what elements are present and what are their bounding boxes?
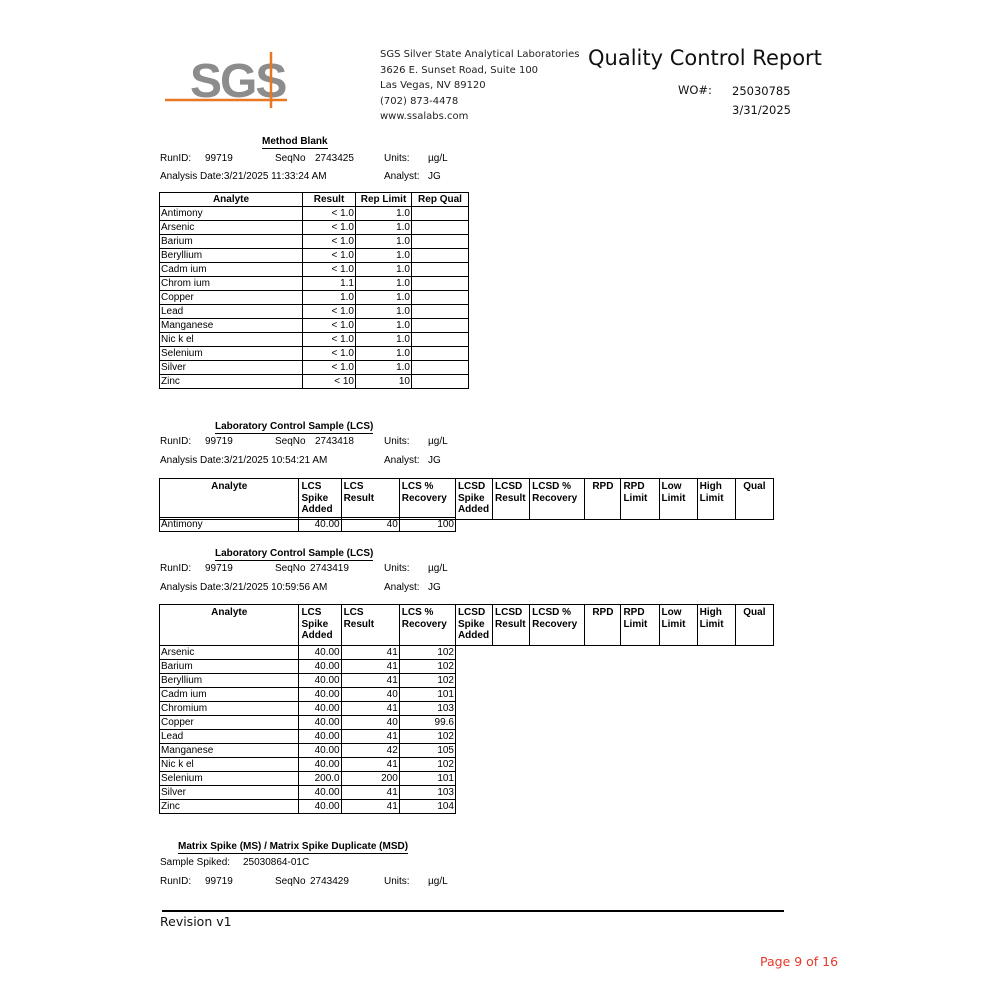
recovery-cell: 101 — [399, 772, 455, 786]
lcs1-header-table — [159, 478, 774, 520]
lcs1-header-qual: Qual — [735, 479, 773, 520]
analyte-cell: Copper — [160, 291, 303, 305]
lcs-result-cell: 41 — [341, 800, 399, 814]
lcs1-header-lcsd-recovery: LCSD % Recovery — [530, 479, 585, 520]
lcs2-analyst-label: Analyst: — [384, 582, 420, 593]
recovery-cell: 103 — [399, 786, 455, 800]
lcs-result-cell: 41 — [341, 646, 399, 660]
analyte-cell: Cadm ium — [160, 263, 303, 277]
spike-added-cell: 40.00 — [299, 744, 341, 758]
ms-sample: 25030864-01C — [243, 857, 310, 868]
lcs2-units: µg/L — [428, 563, 448, 574]
rep-qual-cell — [412, 235, 469, 249]
analyte-cell: Zinc — [160, 800, 299, 814]
rep-qual-cell — [412, 333, 469, 347]
lcs2-header-low-limit: Low Limit — [659, 605, 697, 646]
sgs-logo-text: SGS — [190, 55, 286, 108]
lcs2-header-lcsd-result: LCSD Result — [493, 605, 530, 646]
ms-title: Matrix Spike (MS) / Matrix Spike Duplicate (MSD) — [178, 841, 409, 852]
lcs-result-cell: 42 — [341, 744, 399, 758]
table-row — [160, 688, 456, 702]
lcs2-header-lcs-spike-added: LCS Spike Added — [299, 605, 341, 646]
spike-added-cell: 40.00 — [299, 702, 341, 716]
lcs2-runid-label: RunID: — [160, 563, 192, 574]
lcs2-header-qual: Qual — [735, 605, 773, 646]
table-row — [160, 249, 469, 263]
mb-analyst: JG — [428, 171, 441, 182]
revision-label: Revision v1 — [160, 914, 232, 929]
table-row — [160, 361, 469, 375]
lcs-result-cell: 40 — [341, 518, 399, 532]
analyte-cell: Selenium — [160, 347, 303, 361]
spike-added-cell: 40.00 — [299, 786, 341, 800]
lcs1-seqno: 2743418 — [315, 436, 354, 447]
spike-added-cell: 40.00 — [299, 674, 341, 688]
recovery-cell: 102 — [399, 758, 455, 772]
analyte-cell: Arsenic — [160, 221, 303, 235]
recovery-cell: 102 — [399, 674, 455, 688]
ms-runid: 99719 — [205, 876, 233, 887]
mb-units-label: Units: — [384, 153, 410, 164]
lcs2-header-lcsd-recovery: LCSD % Recovery — [530, 605, 585, 646]
result-cell: < 1.0 — [303, 207, 356, 221]
rep-limit-cell: 1.0 — [356, 291, 412, 305]
rep-qual-cell — [412, 305, 469, 319]
table-row — [160, 347, 469, 361]
lcs1-header-low-limit: Low Limit — [659, 479, 697, 520]
table-row — [160, 716, 456, 730]
analyte-cell: Barium — [160, 660, 299, 674]
spike-added-cell: 40.00 — [299, 518, 341, 532]
rep-limit-cell: 1.0 — [356, 361, 412, 375]
lcs1-header-rpd-limit: RPD Limit — [621, 479, 659, 520]
rep-qual-cell — [412, 249, 469, 263]
lcs1-header-analyte: Analyte — [160, 479, 299, 520]
lcs2-analysis-date: Analysis Date:3/21/2025 10:59:56 AM — [160, 582, 328, 593]
recovery-cell: 102 — [399, 730, 455, 744]
analyte-cell: Chrom ium — [160, 277, 303, 291]
lcs1-header-lcs-recovery: LCS % Recovery — [399, 479, 455, 520]
footer-divider — [162, 910, 784, 912]
recovery-cell: 99.6 — [399, 716, 455, 730]
rep-limit-cell: 1.0 — [356, 235, 412, 249]
lcs2-header-analyte: Analyte — [160, 605, 299, 646]
table-row — [160, 646, 456, 660]
table-row — [160, 207, 469, 221]
rep-limit-cell: 1.0 — [356, 333, 412, 347]
table-row — [160, 518, 456, 532]
table-row — [160, 660, 456, 674]
lcs2-runid: 99719 — [205, 563, 233, 574]
result-cell: < 1.0 — [303, 221, 356, 235]
result-cell: < 1.0 — [303, 263, 356, 277]
lcs1-units-label: Units: — [384, 436, 410, 447]
result-cell: < 10 — [303, 375, 356, 389]
table-row — [160, 277, 469, 291]
lcs-result-cell: 41 — [341, 702, 399, 716]
mb-runid-label: RunID: — [160, 153, 192, 164]
lab-website[interactable]: www.ssalabs.com — [380, 111, 469, 122]
rep-qual-cell — [412, 207, 469, 221]
lcs1-header-row — [160, 479, 774, 520]
mb-runid: 99719 — [205, 153, 233, 164]
rep-limit-cell: 1.0 — [356, 221, 412, 235]
lcs2-seqno: 2743419 — [310, 563, 349, 574]
ms-units: µg/L — [428, 876, 448, 887]
ms-units-label: Units: — [384, 876, 410, 887]
rep-qual-cell — [412, 221, 469, 235]
lcs2-analyst: JG — [428, 582, 441, 593]
wo-number: 25030785 — [732, 84, 791, 98]
spike-added-cell: 40.00 — [299, 646, 341, 660]
analyte-cell: Silver — [160, 361, 303, 375]
analyte-cell: Nic k el — [160, 333, 303, 347]
recovery-cell: 103 — [399, 702, 455, 716]
lcs2-header-high-limit: High Limit — [697, 605, 735, 646]
ms-sample-label: Sample Spiked: — [160, 857, 231, 868]
analyte-cell: Beryllium — [160, 674, 299, 688]
table-row — [160, 674, 456, 688]
spike-added-cell: 200.0 — [299, 772, 341, 786]
rep-qual-cell — [412, 263, 469, 277]
lcs1-header-rpd: RPD — [585, 479, 621, 520]
ms-runid-label: RunID: — [160, 876, 192, 887]
method-blank-table — [159, 192, 469, 389]
lcs2-header-lcs-result: LCS Result — [341, 605, 399, 646]
lcs1-analyst-label: Analyst: — [384, 455, 420, 466]
lcs-result-cell: 41 — [341, 758, 399, 772]
analyte-cell: Lead — [160, 730, 299, 744]
analyte-cell: Zinc — [160, 375, 303, 389]
lcs1-analysis-date: Analysis Date:3/21/2025 10:54:21 AM — [160, 455, 328, 466]
lcs2-header-table — [159, 604, 774, 646]
lcs1-seqno-label: SeqNo — [275, 436, 306, 447]
analyte-cell: Selenium — [160, 772, 299, 786]
analyte-cell: Antimony — [160, 207, 303, 221]
result-cell: < 1.0 — [303, 333, 356, 347]
recovery-cell: 102 — [399, 646, 455, 660]
result-cell: < 1.0 — [303, 305, 356, 319]
table-row — [160, 800, 456, 814]
lcs-result-cell: 41 — [341, 730, 399, 744]
recovery-cell: 105 — [399, 744, 455, 758]
lcs2-units-label: Units: — [384, 563, 410, 574]
spike-added-cell: 40.00 — [299, 688, 341, 702]
recovery-cell: 101 — [399, 688, 455, 702]
table-row — [160, 235, 469, 249]
report-title: Quality Control Report — [588, 46, 822, 70]
table-row — [160, 744, 456, 758]
rep-qual-cell — [412, 291, 469, 305]
analyte-cell: Manganese — [160, 744, 299, 758]
mb-analyst-label: Analyst: — [384, 171, 420, 182]
lcs1-runid: 99719 — [205, 436, 233, 447]
rep-limit-cell: 1.0 — [356, 319, 412, 333]
lcs1-data-table — [159, 517, 456, 532]
lcs1-header-lcsd-spike-added: LCSD Spike Added — [455, 479, 492, 520]
table-row — [160, 263, 469, 277]
lcs-result-cell: 40 — [341, 688, 399, 702]
lcs-result-cell: 200 — [341, 772, 399, 786]
result-cell: < 1.0 — [303, 249, 356, 263]
lcs-result-cell: 41 — [341, 786, 399, 800]
table-row — [160, 221, 469, 235]
result-cell: < 1.0 — [303, 361, 356, 375]
lcs-result-cell: 41 — [341, 674, 399, 688]
result-cell: 1.0 — [303, 291, 356, 305]
analyte-cell: Manganese — [160, 319, 303, 333]
lcs2-header-row — [160, 605, 774, 646]
lcs2-header-rpd-limit: RPD Limit — [621, 605, 659, 646]
rep-limit-cell: 10 — [356, 375, 412, 389]
table-row — [160, 772, 456, 786]
rep-qual-cell — [412, 319, 469, 333]
recovery-cell: 104 — [399, 800, 455, 814]
table-row — [160, 319, 469, 333]
rep-limit-cell: 1.0 — [356, 249, 412, 263]
spike-added-cell: 40.00 — [299, 716, 341, 730]
mb-header-result: Result — [303, 193, 356, 207]
table-row — [160, 333, 469, 347]
recovery-cell: 100 — [399, 518, 455, 532]
rep-qual-cell — [412, 277, 469, 291]
lab-name: SGS Silver State Analytical Laboratories — [380, 49, 580, 60]
lcs1-header-high-limit: High Limit — [697, 479, 735, 520]
mb-seqno: 2743425 — [315, 153, 354, 164]
table-row — [160, 291, 469, 305]
sgs-logo — [165, 50, 290, 110]
mb-header-rep-limit: Rep Limit — [356, 193, 412, 207]
mb-seqno-label: SeqNo — [275, 153, 306, 164]
rep-limit-cell: 1.0 — [356, 305, 412, 319]
lab-address-block — [380, 47, 580, 125]
lab-phone: (702) 873-4478 — [380, 95, 459, 107]
table-row — [160, 730, 456, 744]
ms-seqno-label: SeqNo — [275, 876, 306, 887]
analyte-cell: Nic k el — [160, 758, 299, 772]
lab-address-line1: 3626 E. Sunset Road, Suite 100 — [380, 64, 539, 76]
wo-label: WO#: — [678, 83, 712, 97]
table-row — [160, 786, 456, 800]
table-row — [160, 305, 469, 319]
analyte-cell: Chromium — [160, 702, 299, 716]
analyte-cell: Arsenic — [160, 646, 299, 660]
lcs2-seqno-label: SeqNo — [275, 563, 306, 574]
report-date: 3/31/2025 — [732, 103, 791, 117]
mb-header-rep-qual: Rep Qual — [412, 193, 469, 207]
lcs1-analyst: JG — [428, 455, 441, 466]
lcs-result-cell: 40 — [341, 716, 399, 730]
analyte-cell: Copper — [160, 716, 299, 730]
spike-added-cell: 40.00 — [299, 660, 341, 674]
page-number: Page 9 of 16 — [760, 954, 839, 969]
rep-qual-cell — [412, 361, 469, 375]
table-row — [160, 758, 456, 772]
analyte-cell: Barium — [160, 235, 303, 249]
lcs1-title: Laboratory Control Sample (LCS) — [215, 421, 374, 432]
rep-limit-cell: 1.0 — [356, 347, 412, 361]
lcs1-header-lcs-result: LCS Result — [341, 479, 399, 520]
analyte-cell: Silver — [160, 786, 299, 800]
method-blank-title: Method Blank — [262, 136, 328, 147]
result-cell: 1.1 — [303, 277, 356, 291]
spike-added-cell: 40.00 — [299, 758, 341, 772]
spike-added-cell: 40.00 — [299, 800, 341, 814]
rep-limit-cell: 1.0 — [356, 207, 412, 221]
result-cell: < 1.0 — [303, 319, 356, 333]
lcs2-header-rpd: RPD — [585, 605, 621, 646]
lcs2-header-lcs-recovery: LCS % Recovery — [399, 605, 455, 646]
analyte-cell: Beryllium — [160, 249, 303, 263]
recovery-cell: 102 — [399, 660, 455, 674]
lcs1-header-lcs-spike-added: LCS Spike Added — [299, 479, 341, 520]
mb-header-analyte: Analyte — [160, 193, 303, 207]
rep-limit-cell: 1.0 — [356, 263, 412, 277]
table-row — [160, 702, 456, 716]
lcs1-runid-label: RunID: — [160, 436, 192, 447]
result-cell: < 1.0 — [303, 347, 356, 361]
lcs-result-cell: 41 — [341, 660, 399, 674]
table-row — [160, 375, 469, 389]
lcs1-header-lcsd-result: LCSD Result — [493, 479, 530, 520]
mb-analysis-date: Analysis Date:3/21/2025 11:33:24 AM — [160, 171, 327, 182]
analyte-cell: Cadm ium — [160, 688, 299, 702]
lcs1-units: µg/L — [428, 436, 448, 447]
spike-added-cell: 40.00 — [299, 730, 341, 744]
lab-address-line2: Las Vegas, NV 89120 — [380, 80, 486, 91]
analyte-cell: Antimony — [160, 518, 299, 532]
mb-header-row — [160, 193, 469, 207]
rep-qual-cell — [412, 375, 469, 389]
analyte-cell: Lead — [160, 305, 303, 319]
rep-limit-cell: 1.0 — [356, 277, 412, 291]
rep-qual-cell — [412, 347, 469, 361]
mb-units: µg/L — [428, 153, 448, 164]
ms-seqno: 2743429 — [310, 876, 349, 887]
lcs2-header-lcsd-spike-added: LCSD Spike Added — [455, 605, 492, 646]
result-cell: < 1.0 — [303, 235, 356, 249]
lcs2-title: Laboratory Control Sample (LCS) — [215, 548, 374, 559]
lcs2-data-table — [159, 645, 456, 814]
